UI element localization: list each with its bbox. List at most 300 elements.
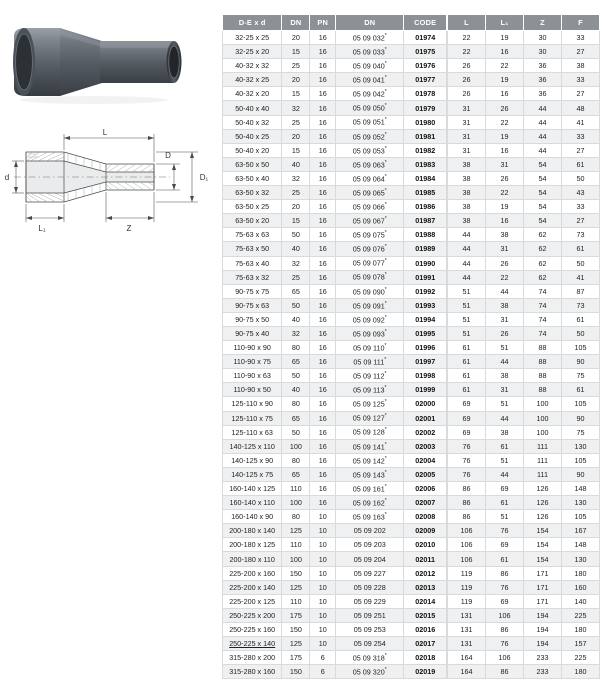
cell-z: 88 bbox=[524, 355, 562, 369]
cell-dexd: 250-225 x 140 bbox=[223, 637, 282, 651]
dims-row[interactable] bbox=[448, 383, 600, 397]
cell-dn-long: 05 09 162* bbox=[336, 496, 404, 510]
cell-l: 38 bbox=[448, 214, 486, 228]
cell-l1: 26 bbox=[486, 101, 524, 115]
table-row[interactable] bbox=[223, 284, 447, 298]
cell-code: 01977 bbox=[404, 73, 447, 87]
cell-l: 76 bbox=[448, 439, 486, 453]
table-row[interactable] bbox=[223, 665, 447, 679]
cell-code: 01988 bbox=[404, 228, 447, 242]
table-row[interactable] bbox=[223, 369, 447, 383]
cell-l: 44 bbox=[448, 256, 486, 270]
cell-dn: 65 bbox=[282, 355, 310, 369]
cell-dn: 65 bbox=[282, 284, 310, 298]
cell-pn: 10 bbox=[310, 552, 336, 566]
cell-dn-long: 05 09 203 bbox=[336, 538, 404, 552]
table-row[interactable] bbox=[223, 200, 447, 214]
cell-f: 180 bbox=[562, 665, 600, 679]
table-row[interactable] bbox=[223, 326, 447, 340]
table-row[interactable] bbox=[223, 594, 447, 608]
dims-row[interactable] bbox=[448, 143, 600, 157]
cell-code: 01993 bbox=[404, 298, 447, 312]
cell-f: 50 bbox=[562, 256, 600, 270]
dims-row[interactable] bbox=[448, 59, 600, 73]
dims-row[interactable] bbox=[448, 73, 600, 87]
cell-pn: 16 bbox=[310, 171, 336, 185]
cell-l: 61 bbox=[448, 355, 486, 369]
cell-dn: 125 bbox=[282, 637, 310, 651]
cell-dn-long: 05 09 320* bbox=[336, 665, 404, 679]
cell-l1: 44 bbox=[486, 284, 524, 298]
table-row[interactable] bbox=[223, 270, 447, 284]
cell-dn-long: 05 09 066* bbox=[336, 200, 404, 214]
cell-dexd: 200-180 x 110 bbox=[223, 552, 282, 566]
cell-l: 51 bbox=[448, 284, 486, 298]
cell-z: 44 bbox=[524, 129, 562, 143]
dims-row[interactable] bbox=[448, 200, 600, 214]
dims-row[interactable] bbox=[448, 186, 600, 200]
cell-dn-long: 05 09 141* bbox=[336, 439, 404, 453]
table-row[interactable] bbox=[223, 637, 447, 651]
dims-row[interactable] bbox=[448, 665, 600, 679]
cell-dn: 20 bbox=[282, 31, 310, 45]
dims-row[interactable] bbox=[448, 298, 600, 312]
cell-code: 01998 bbox=[404, 369, 447, 383]
cell-pn: 16 bbox=[310, 298, 336, 312]
cell-l1: 19 bbox=[486, 129, 524, 143]
dims-row[interactable] bbox=[448, 341, 600, 355]
label-Z: Z bbox=[126, 224, 132, 233]
cell-l1: 22 bbox=[486, 59, 524, 73]
cell-z: 30 bbox=[524, 31, 562, 45]
cell-dn-long: 05 09 053* bbox=[336, 143, 404, 157]
cell-z: 154 bbox=[524, 524, 562, 538]
dimensions-table bbox=[447, 14, 600, 679]
cell-dn-long: 05 09 065* bbox=[336, 186, 404, 200]
cell-dn-long: 05 09 092* bbox=[336, 312, 404, 326]
cell-pn: 6 bbox=[310, 651, 336, 665]
cell-dexd: 160-140 x 90 bbox=[223, 510, 282, 524]
cell-f: 61 bbox=[562, 157, 600, 171]
cell-dn: 110 bbox=[282, 538, 310, 552]
table-row[interactable] bbox=[223, 397, 447, 411]
cell-l1: 38 bbox=[486, 425, 524, 439]
cell-f: 27 bbox=[562, 143, 600, 157]
dims-row[interactable] bbox=[448, 482, 600, 496]
cell-z: 74 bbox=[524, 326, 562, 340]
cell-code: 02019 bbox=[404, 665, 447, 679]
table-row[interactable] bbox=[223, 538, 447, 552]
cell-dn: 25 bbox=[282, 186, 310, 200]
table-row[interactable] bbox=[223, 186, 447, 200]
dims-row[interactable] bbox=[448, 129, 600, 143]
dims-row[interactable] bbox=[448, 312, 600, 326]
cell-code: 02004 bbox=[404, 453, 447, 467]
cell-l: 106 bbox=[448, 524, 486, 538]
cell-l1: 76 bbox=[486, 580, 524, 594]
dims-row[interactable] bbox=[448, 510, 600, 524]
table-row[interactable] bbox=[223, 115, 447, 129]
cell-l: 26 bbox=[448, 73, 486, 87]
cell-pn: 16 bbox=[310, 143, 336, 157]
cell-f: 90 bbox=[562, 467, 600, 481]
dims-row[interactable] bbox=[448, 566, 600, 580]
dims-row[interactable] bbox=[448, 326, 600, 340]
dims-row[interactable] bbox=[448, 524, 600, 538]
cell-z: 100 bbox=[524, 425, 562, 439]
cell-dn: 20 bbox=[282, 200, 310, 214]
cell-dexd: 160-140 x 110 bbox=[223, 496, 282, 510]
cell-f: 225 bbox=[562, 651, 600, 665]
cell-dn-long: 05 09 093* bbox=[336, 326, 404, 340]
cell-dn-long: 05 09 251 bbox=[336, 608, 404, 622]
cell-dexd: 63-50 x 32 bbox=[223, 186, 282, 200]
cell-dexd: 250-225 x 200 bbox=[223, 608, 282, 622]
label-L: L bbox=[102, 128, 108, 137]
cell-code: 01983 bbox=[404, 157, 447, 171]
cell-pn: 16 bbox=[310, 341, 336, 355]
cell-f: 27 bbox=[562, 87, 600, 101]
cell-f: 61 bbox=[562, 312, 600, 326]
cell-dn-long: 05 09 091* bbox=[336, 298, 404, 312]
cell-f: 180 bbox=[562, 566, 600, 580]
cell-l1: 44 bbox=[486, 355, 524, 369]
cell-z: 171 bbox=[524, 594, 562, 608]
cell-f: 140 bbox=[562, 594, 600, 608]
cell-z: 126 bbox=[524, 496, 562, 510]
cell-pn: 16 bbox=[310, 425, 336, 439]
dims-row[interactable] bbox=[448, 580, 600, 594]
cell-z: 44 bbox=[524, 101, 562, 115]
table-row[interactable] bbox=[223, 298, 447, 312]
cell-f: 43 bbox=[562, 186, 600, 200]
dims-row[interactable] bbox=[448, 637, 600, 651]
dims-row[interactable] bbox=[448, 425, 600, 439]
cell-l1: 31 bbox=[486, 312, 524, 326]
table-row[interactable] bbox=[223, 256, 447, 270]
cell-pn: 16 bbox=[310, 256, 336, 270]
dims-row[interactable] bbox=[448, 45, 600, 59]
table-row[interactable] bbox=[223, 439, 447, 453]
dims-row[interactable] bbox=[448, 608, 600, 622]
cell-z: 74 bbox=[524, 284, 562, 298]
table-row[interactable] bbox=[223, 453, 447, 467]
cell-pn: 16 bbox=[310, 242, 336, 256]
cell-dn: 32 bbox=[282, 171, 310, 185]
cell-dn: 150 bbox=[282, 566, 310, 580]
cell-dn-long: 05 09 051* bbox=[336, 115, 404, 129]
table-row[interactable] bbox=[223, 45, 447, 59]
main-spec-table bbox=[222, 14, 447, 679]
cell-dn-long: 05 09 228 bbox=[336, 580, 404, 594]
cell-dn: 25 bbox=[282, 59, 310, 73]
cell-dn: 15 bbox=[282, 45, 310, 59]
table-row[interactable] bbox=[223, 157, 447, 171]
table-row[interactable] bbox=[223, 510, 447, 524]
cell-code: 02013 bbox=[404, 580, 447, 594]
cell-dn: 20 bbox=[282, 129, 310, 143]
cell-l1: 16 bbox=[486, 87, 524, 101]
cell-dn-long: 05 09 161* bbox=[336, 482, 404, 496]
table-row[interactable] bbox=[223, 242, 447, 256]
cell-f: 90 bbox=[562, 411, 600, 425]
dims-row[interactable] bbox=[448, 496, 600, 510]
cell-z: 154 bbox=[524, 552, 562, 566]
table-row[interactable] bbox=[223, 425, 447, 439]
label-L1: L₁ bbox=[38, 224, 46, 233]
cell-pn: 10 bbox=[310, 510, 336, 524]
cell-dn: 175 bbox=[282, 608, 310, 622]
dims-row[interactable] bbox=[448, 284, 600, 298]
table-row[interactable] bbox=[223, 566, 447, 580]
table-row[interactable] bbox=[223, 171, 447, 185]
dims-row[interactable] bbox=[448, 214, 600, 228]
dims-row[interactable] bbox=[448, 411, 600, 425]
cell-dn: 32 bbox=[282, 101, 310, 115]
cell-f: 160 bbox=[562, 580, 600, 594]
cell-code: 02014 bbox=[404, 594, 447, 608]
cell-dn: 40 bbox=[282, 242, 310, 256]
cell-dn: 65 bbox=[282, 411, 310, 425]
cell-code: 02009 bbox=[404, 524, 447, 538]
cell-code: 02005 bbox=[404, 467, 447, 481]
table-row[interactable] bbox=[223, 355, 447, 369]
cell-l: 31 bbox=[448, 101, 486, 115]
col-header-l: L bbox=[448, 15, 486, 31]
cell-dexd: 110-90 x 75 bbox=[223, 355, 282, 369]
cell-z: 154 bbox=[524, 538, 562, 552]
cell-l1: 26 bbox=[486, 256, 524, 270]
cell-code: 02018 bbox=[404, 651, 447, 665]
cell-l: 164 bbox=[448, 665, 486, 679]
dims-row[interactable] bbox=[448, 101, 600, 115]
cell-dn: 80 bbox=[282, 341, 310, 355]
cell-dn-long: 05 09 111* bbox=[336, 355, 404, 369]
cell-dn-long: 05 09 090* bbox=[336, 284, 404, 298]
cell-dexd: 63-50 x 50 bbox=[223, 157, 282, 171]
cell-code: 02000 bbox=[404, 397, 447, 411]
cell-l: 38 bbox=[448, 200, 486, 214]
cell-pn: 16 bbox=[310, 482, 336, 496]
cell-dexd: 40-32 x 25 bbox=[223, 73, 282, 87]
cell-pn: 16 bbox=[310, 31, 336, 45]
dims-row[interactable] bbox=[448, 594, 600, 608]
cell-dn: 100 bbox=[282, 552, 310, 566]
cell-l1: 86 bbox=[486, 665, 524, 679]
dims-row[interactable] bbox=[448, 355, 600, 369]
cell-dn-long: 05 09 229 bbox=[336, 594, 404, 608]
dims-row[interactable] bbox=[448, 171, 600, 185]
dims-row[interactable] bbox=[448, 439, 600, 453]
cell-code: 01995 bbox=[404, 326, 447, 340]
cell-dn-long: 05 09 042* bbox=[336, 87, 404, 101]
cell-l: 69 bbox=[448, 411, 486, 425]
cell-dexd: 110-90 x 50 bbox=[223, 383, 282, 397]
cell-dn: 100 bbox=[282, 496, 310, 510]
cell-dn: 50 bbox=[282, 369, 310, 383]
cell-f: 33 bbox=[562, 73, 600, 87]
cell-dn: 110 bbox=[282, 482, 310, 496]
cell-l1: 22 bbox=[486, 186, 524, 200]
dims-row[interactable] bbox=[448, 31, 600, 45]
cell-l1: 38 bbox=[486, 369, 524, 383]
label-D: D bbox=[165, 151, 171, 160]
cell-code: 02010 bbox=[404, 538, 447, 552]
dims-row[interactable] bbox=[448, 157, 600, 171]
cell-pn: 10 bbox=[310, 594, 336, 608]
table-row[interactable] bbox=[223, 411, 447, 425]
cell-dn: 25 bbox=[282, 270, 310, 284]
cell-f: 148 bbox=[562, 538, 600, 552]
cell-pn: 16 bbox=[310, 467, 336, 481]
cell-dn: 32 bbox=[282, 256, 310, 270]
cell-f: 61 bbox=[562, 242, 600, 256]
label-D1: D₁ bbox=[199, 173, 209, 182]
cell-l: 51 bbox=[448, 312, 486, 326]
cell-dexd: 50-40 x 25 bbox=[223, 129, 282, 143]
dims-row[interactable] bbox=[448, 651, 600, 665]
cell-pn: 16 bbox=[310, 115, 336, 129]
illustration-column bbox=[0, 0, 222, 603]
cell-code: 01997 bbox=[404, 355, 447, 369]
dims-row[interactable] bbox=[448, 622, 600, 636]
dims-row[interactable] bbox=[448, 87, 600, 101]
table-row[interactable] bbox=[223, 143, 447, 157]
table-row[interactable] bbox=[223, 228, 447, 242]
table-row[interactable] bbox=[223, 467, 447, 481]
cell-l: 22 bbox=[448, 31, 486, 45]
cell-l: 86 bbox=[448, 510, 486, 524]
cell-pn: 16 bbox=[310, 214, 336, 228]
cell-l: 119 bbox=[448, 566, 486, 580]
table-row[interactable] bbox=[223, 622, 447, 636]
cell-dn-long: 05 09 113* bbox=[336, 383, 404, 397]
cell-dn-long: 05 09 112* bbox=[336, 369, 404, 383]
table-row[interactable] bbox=[223, 214, 447, 228]
col-header-l1: L₁ bbox=[486, 15, 524, 31]
cell-z: 74 bbox=[524, 298, 562, 312]
dims-row[interactable] bbox=[448, 256, 600, 270]
cell-l1: 51 bbox=[486, 397, 524, 411]
cell-dn: 80 bbox=[282, 453, 310, 467]
cell-dn-long: 05 09 253 bbox=[336, 622, 404, 636]
cell-f: 50 bbox=[562, 326, 600, 340]
cell-dn-long: 05 09 318* bbox=[336, 651, 404, 665]
dims-row[interactable] bbox=[448, 397, 600, 411]
cell-pn: 16 bbox=[310, 326, 336, 340]
cell-code: 01980 bbox=[404, 115, 447, 129]
cell-code: 01999 bbox=[404, 383, 447, 397]
cell-f: 41 bbox=[562, 270, 600, 284]
table-row[interactable] bbox=[223, 651, 447, 665]
cell-dexd: 50-40 x 40 bbox=[223, 101, 282, 115]
table-row[interactable] bbox=[223, 580, 447, 594]
cell-f: 48 bbox=[562, 101, 600, 115]
table-row[interactable] bbox=[223, 312, 447, 326]
cell-pn: 16 bbox=[310, 228, 336, 242]
dims-row[interactable] bbox=[448, 369, 600, 383]
dims-row[interactable] bbox=[448, 115, 600, 129]
table-row[interactable] bbox=[223, 59, 447, 73]
cell-f: 105 bbox=[562, 397, 600, 411]
cell-dexd: 250-225 x 160 bbox=[223, 622, 282, 636]
cell-dexd: 125-110 x 90 bbox=[223, 397, 282, 411]
dims-row[interactable] bbox=[448, 538, 600, 552]
cell-f: 50 bbox=[562, 171, 600, 185]
cell-pn: 16 bbox=[310, 397, 336, 411]
dims-row[interactable] bbox=[448, 228, 600, 242]
cell-l1: 51 bbox=[486, 510, 524, 524]
dims-row[interactable] bbox=[448, 467, 600, 481]
cell-dn: 32 bbox=[282, 326, 310, 340]
cell-z: 54 bbox=[524, 171, 562, 185]
table-row[interactable] bbox=[223, 101, 447, 115]
dims-row[interactable] bbox=[448, 270, 600, 284]
cell-code: 01982 bbox=[404, 143, 447, 157]
cell-dn: 125 bbox=[282, 524, 310, 538]
cell-pn: 16 bbox=[310, 496, 336, 510]
table-row[interactable] bbox=[223, 524, 447, 538]
cell-pn: 10 bbox=[310, 608, 336, 622]
cell-l: 44 bbox=[448, 228, 486, 242]
table-row[interactable] bbox=[223, 31, 447, 45]
cell-f: 33 bbox=[562, 129, 600, 143]
table-row[interactable] bbox=[223, 341, 447, 355]
cell-dn: 50 bbox=[282, 298, 310, 312]
cell-l1: 61 bbox=[486, 496, 524, 510]
cell-pn: 16 bbox=[310, 59, 336, 73]
table-row[interactable] bbox=[223, 496, 447, 510]
dims-row[interactable] bbox=[448, 242, 600, 256]
cell-pn: 16 bbox=[310, 312, 336, 326]
cell-dexd: 315-280 x 200 bbox=[223, 651, 282, 665]
cell-code: 01990 bbox=[404, 256, 447, 270]
cell-dn: 40 bbox=[282, 157, 310, 171]
cell-l1: 106 bbox=[486, 608, 524, 622]
table-row[interactable] bbox=[223, 73, 447, 87]
cell-dn: 150 bbox=[282, 622, 310, 636]
table-row[interactable] bbox=[223, 482, 447, 496]
cell-dn-long: 05 09 052* bbox=[336, 129, 404, 143]
cell-l: 44 bbox=[448, 270, 486, 284]
table-row[interactable] bbox=[223, 129, 447, 143]
cell-f: 27 bbox=[562, 45, 600, 59]
cell-dexd: 63-50 x 25 bbox=[223, 200, 282, 214]
cell-dn: 100 bbox=[282, 439, 310, 453]
cell-l1: 86 bbox=[486, 622, 524, 636]
cell-dn-long: 05 09 040* bbox=[336, 59, 404, 73]
table-row[interactable] bbox=[223, 608, 447, 622]
table-row[interactable] bbox=[223, 383, 447, 397]
dims-row[interactable] bbox=[448, 453, 600, 467]
cell-f: 130 bbox=[562, 552, 600, 566]
cell-dn: 80 bbox=[282, 510, 310, 524]
cell-l1: 44 bbox=[486, 411, 524, 425]
cell-code: 01984 bbox=[404, 171, 447, 185]
table-row[interactable] bbox=[223, 552, 447, 566]
dims-row[interactable] bbox=[448, 552, 600, 566]
cell-dn-long: 05 09 254 bbox=[336, 637, 404, 651]
cell-f: 90 bbox=[562, 355, 600, 369]
product-photo bbox=[6, 14, 214, 110]
cell-dexd: 40-32 x 20 bbox=[223, 87, 282, 101]
cell-z: 62 bbox=[524, 256, 562, 270]
cell-dn: 15 bbox=[282, 214, 310, 228]
cell-l: 61 bbox=[448, 369, 486, 383]
cell-dexd: 40-32 x 32 bbox=[223, 59, 282, 73]
table-row[interactable] bbox=[223, 87, 447, 101]
cell-dn: 50 bbox=[282, 228, 310, 242]
